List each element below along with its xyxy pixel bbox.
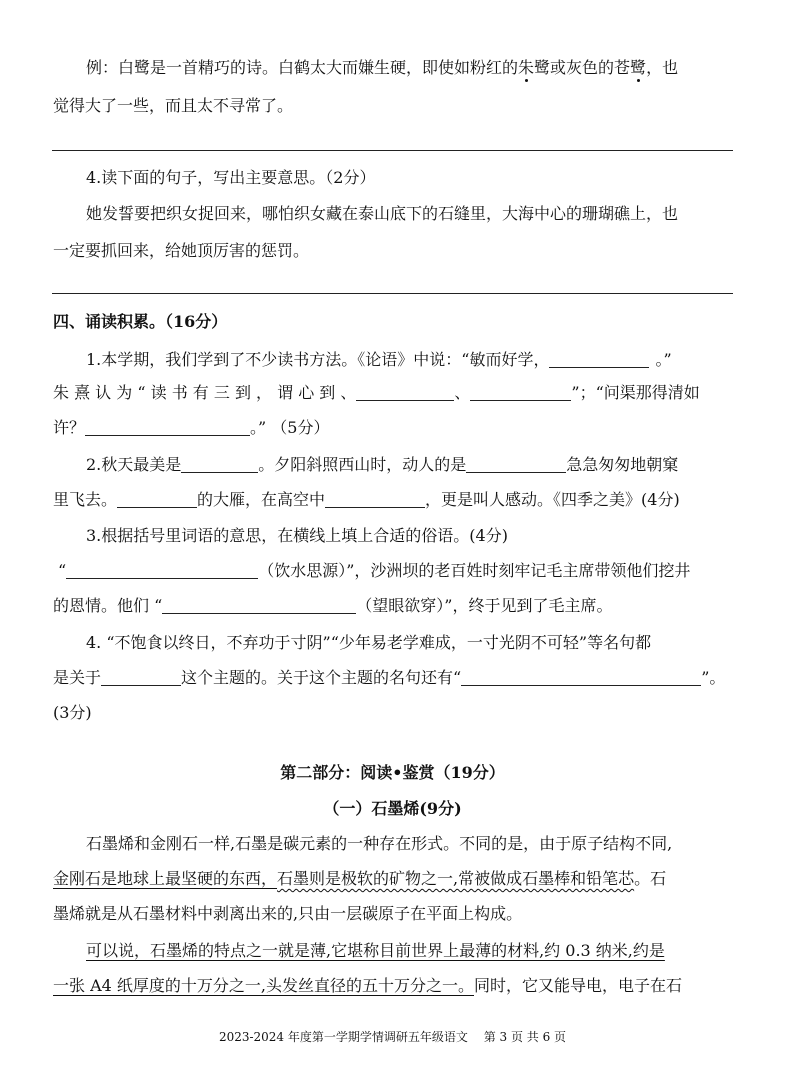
passage-p2-line-1 (86, 939, 665, 963)
q4-title: 4.读下面的句子，写出主要意思。（2分） (86, 168, 376, 187)
text: 这个主题的。关于这个主题的名句还有“ (181, 668, 462, 687)
text: 的大雁，在高空中 (197, 490, 326, 509)
text: 朱 熹 认 为 “ 读 书 有 三 到 ， 谓 心 到 、 (53, 383, 357, 402)
text: ”；“问渠那得清如 (571, 383, 700, 402)
q4-sentence-line-1: 她发誓要把织女捉回来，哪怕织女藏在泰山底下的石缝里，大海中心的珊瑚礁上，也 (86, 204, 679, 223)
passage-p1-line-1: 石墨烯和金刚石一样,石墨是碳元素的一种存在形式。不同的是，由于原子结构不同, (86, 834, 673, 853)
text: 同时，它又能导电，电子在石 (474, 976, 683, 995)
text: 2.秋天最美是 (86, 455, 182, 474)
s4-q4-line-2 (53, 666, 725, 690)
text: 。石 (634, 869, 667, 888)
wavy-underlined-text: 石墨则是极软的矿物之一,常被做成石墨棒和铅笔芯 (277, 869, 635, 888)
emphasis-char: 鹭 (630, 58, 647, 77)
text: 是关于 (53, 668, 102, 687)
s4-q1-line-2 (53, 381, 700, 405)
passage-title: （一）石墨烯(9分) (323, 799, 462, 818)
fill-blank[interactable] (66, 564, 258, 579)
text: 急急匆匆地朝窠 (566, 455, 679, 474)
example-text: 例：白鹭是一首精巧的诗。白鹤太大而嫌生硬，即使如粉红的 (86, 58, 519, 77)
text: 许？ (53, 418, 86, 437)
page-footer: 2023-2024 年度第一学期学情调研五年级语文 第 3 页 共 6 页 (218, 1030, 567, 1044)
fill-blank[interactable] (470, 386, 571, 401)
text: ”。 (701, 668, 726, 687)
fill-blank[interactable] (85, 421, 250, 436)
fill-blank[interactable] (181, 458, 258, 473)
text: 1.本学期，我们学到了不少读书方法。《论语》中说：“敏而好学， (86, 350, 550, 369)
s4-q1-line-3 (53, 416, 329, 440)
s4-q2-line-2 (53, 488, 680, 512)
fill-blank[interactable] (325, 493, 425, 508)
text: 里飞去。 (53, 490, 118, 509)
fill-blank[interactable] (117, 493, 197, 508)
s4-q3-line-1 (58, 559, 690, 583)
passage-p2-line-2 (53, 974, 682, 998)
s4-q4-line-1: 4. “不饱食以终日，不弃功于寸阴”“少年易老学难成，一寸光阴不可轻”等名句都 (86, 633, 652, 652)
answer-line (52, 293, 733, 294)
text: （饮水思源）”，沙洲坝的老百姓时刻牢记毛主席带领他们挖井 (258, 561, 691, 580)
answer-line (52, 150, 733, 151)
s4-q3-line-2 (53, 594, 612, 618)
q4-sentence-line-2: 一定要抓回来，给她顶厉害的惩罚。 (53, 241, 310, 260)
example-text: 鹭或灰色的苍 (534, 58, 631, 77)
underlined-text: 一张 A4 纸厚度的十万分之一,头发丝直径的五十万分之一。 (53, 976, 474, 995)
underlined-text: 可以说，石墨烯的特点之一就是薄,它堪称目前世界上最薄的材料,约 0.3 纳米,约是 (86, 941, 665, 960)
fill-blank[interactable] (466, 458, 566, 473)
fill-blank[interactable] (356, 386, 454, 401)
fill-blank[interactable] (162, 599, 356, 614)
text: 。夕阳斜照西山时，动人的是 (258, 455, 467, 474)
text: 、 (454, 383, 471, 402)
s4-q3-title: 3.根据括号里词语的意思，在横线上填上合适的俗语。(4分) (86, 526, 508, 545)
passage-p1-line-2 (53, 867, 666, 891)
section-4-heading: 四、诵读积累。（16分） (53, 312, 228, 331)
fill-blank[interactable] (549, 353, 649, 368)
emphasis-char: 朱 (518, 58, 535, 77)
text: ，更是叫人感动。《四季之美》(4分) (425, 490, 680, 509)
text: 的恩情。他们 “ (53, 596, 163, 615)
text: “ (58, 561, 67, 580)
underlined-text: 金刚石是地球上最坚硬的东西， (53, 869, 278, 888)
text: 。” (655, 350, 672, 369)
fill-blank[interactable] (101, 671, 181, 686)
s4-q4-line-3: (3分) (53, 703, 92, 722)
text: 。” （5分） (250, 418, 330, 437)
part-2-heading: 第二部分：阅读•鉴赏（19分） (280, 763, 505, 782)
fill-blank[interactable] (461, 671, 701, 686)
s4-q2-line-1 (86, 453, 678, 477)
example-line-2: 觉得大了一些，而且太不寻常了。 (53, 96, 294, 115)
s4-q1-line-1 (86, 348, 672, 372)
example-text: ，也 (646, 58, 679, 77)
passage-p1-line-3: 墨烯就是从石墨材料中剥离出来的,只由一层碳原子在平面上构成。 (53, 904, 523, 923)
text: （望眼欲穿）”，终于见到了毛主席。 (356, 596, 613, 615)
example-line-1 (86, 56, 678, 80)
